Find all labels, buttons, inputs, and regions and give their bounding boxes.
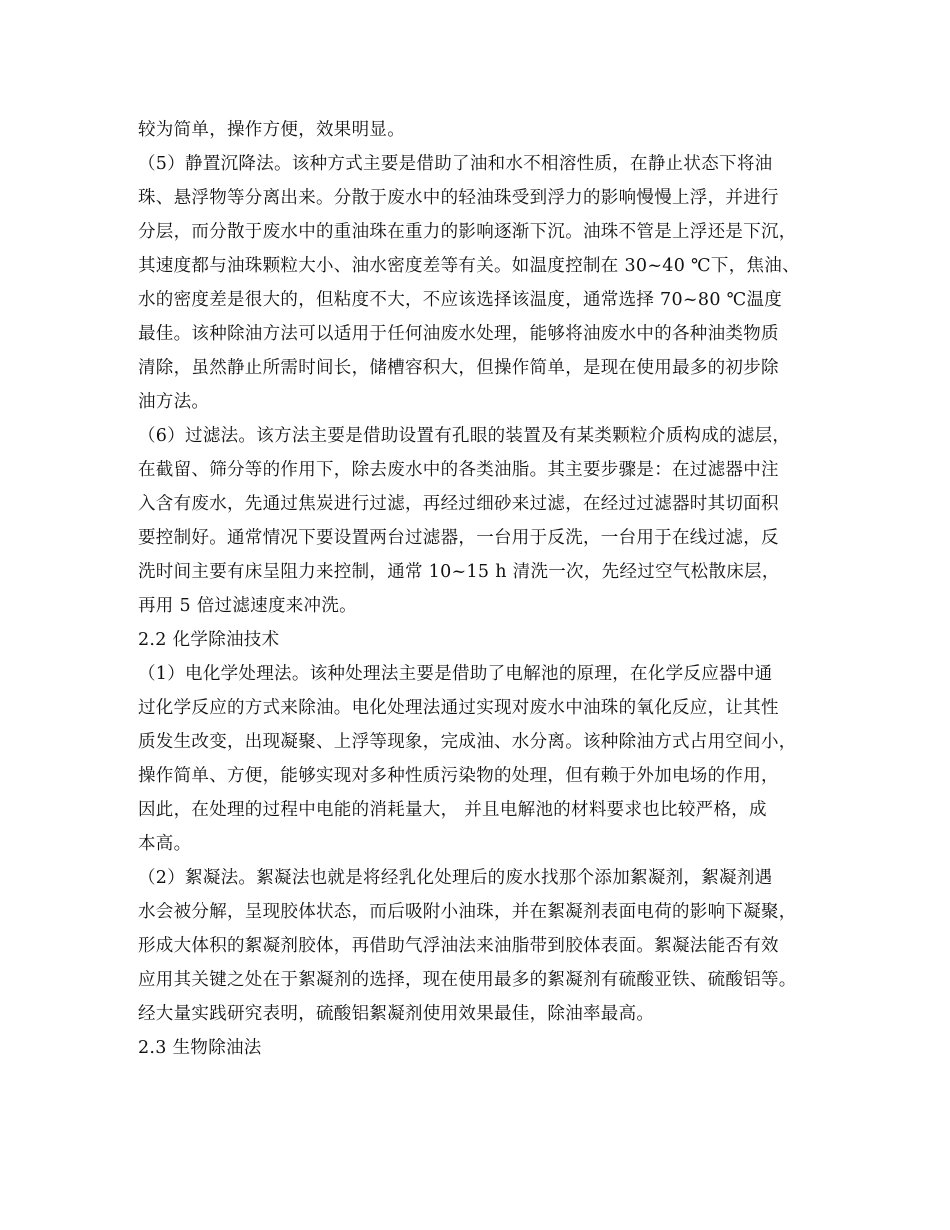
text-line: 珠、悬浮物等分离出来。分散于废水中的轻油珠受到浮力的影响慢慢上浮，并进行: [138, 188, 779, 208]
text-line: 要控制好。通常情况下要设置两台过滤器，一台用于反洗，一台用于在线过滤，反: [138, 528, 779, 548]
text-line: 最佳。该种除油方法可以适用于任何油废水处理，能够将油废水中的各种油类物质: [138, 324, 779, 344]
text-line: 分层，而分散于废水中的重油珠在重力的影响逐渐下沉。油珠不管是上浮还是下沉，: [138, 222, 797, 242]
section-heading: 2.3 生物除油法: [138, 1038, 262, 1058]
text-line: 操作简单、方便，能够实现对多种性质污染物的处理，但有赖于外加电场的作用，: [138, 766, 779, 786]
text-line: （6）过滤法。该方法主要是借助设置有孔眼的装置及有某类颗粒介质构成的滤层，: [138, 426, 791, 446]
text-line: 水会被分解，呈现胶体状态，而后吸附小油珠，并在絮凝剂表面电荷的影响下凝聚，: [138, 902, 797, 922]
text-line: 油方法。: [138, 392, 210, 412]
text-line: 质发生改变，出现凝聚、上浮等现象，完成油、水分离。该种除油方式占用空间小，: [138, 732, 797, 752]
text-line: 入含有废水，先通过焦炭进行过滤，再经过细砂来过滤，在经过过滤器时其切面积: [138, 494, 779, 514]
text-line: 在截留、筛分等的作用下，除去废水中的各类油脂。其主要步骤是：在过滤器中注: [138, 460, 779, 480]
text-line: 因此，在处理的过程中电能的消耗量大， 并且电解池的材料要求也比较严格，成: [138, 800, 767, 820]
text-line: （5）静置沉降法。该种方式主要是借助了油和水不相溶性质，在静止状态下将油: [138, 154, 773, 174]
text-line: 水的密度差是很大的，但粘度不大，不应该选择该温度，通常选择 70~80 ℃温度: [138, 290, 783, 310]
text-line: 形成大体积的絮凝剂胶体，再借助气浮油法来油脂带到胶体表面。絮凝法能否有效: [138, 936, 779, 956]
text-line: 较为简单，操作方便，效果明显。: [138, 120, 405, 140]
text-line: 应用其关键之处在于絮凝剂的选择，现在使用最多的絮凝剂有硫酸亚铁、硫酸铝等。: [138, 970, 797, 990]
text-line: （2）絮凝法。絮凝法也就是将经乳化处理后的废水找那个添加絮凝剂，絮凝剂遇: [138, 868, 773, 888]
text-line: 经大量实践研究表明，硫酸铝絮凝剂使用效果最佳，除油率最高。: [138, 1004, 655, 1024]
text-line: 本高。: [138, 834, 192, 854]
text-line: 清除，虽然静止所需时间长，储槽容积大，但操作简单，是现在使用最多的初步除: [138, 358, 779, 378]
text-line: 再用 5 倍过滤速度来冲洗。: [138, 596, 357, 616]
section-heading: 2.2 化学除油技术: [138, 630, 280, 650]
text-line: （1）电化学处理法。该种处理法主要是借助了电解池的原理，在化学反应器中通: [138, 664, 773, 684]
text-line: 过化学反应的方式来除油。电化处理法通过实现对废水中油珠的氧化反应，让其性: [138, 698, 779, 718]
document-body: [138, 113, 828, 1065]
text-line: 其速度都与油珠颗粒大小、油水密度差等有关。如温度控制在 30~40 ℃下，焦油、: [138, 256, 800, 276]
text-line: 洗时间主要有床呈阻力来控制，通常 10~15 h 清洗一次，先经过空气松散床层，: [138, 562, 780, 582]
